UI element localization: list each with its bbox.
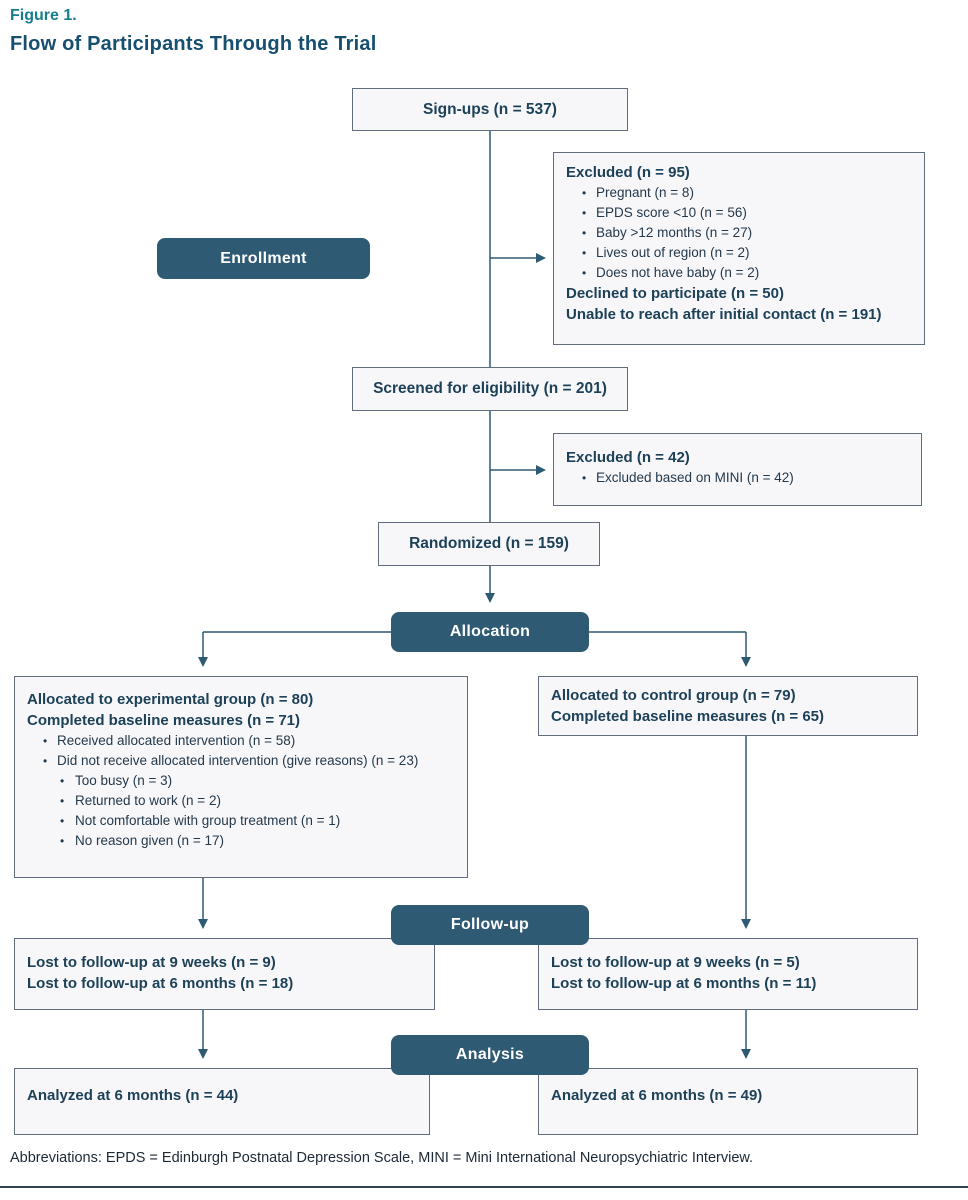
stage-enrollment-badge: Enrollment xyxy=(157,238,370,279)
reason-line: • Not comfortable with group treatment (n = 1) xyxy=(27,811,455,831)
lost-6months-line: Lost to follow-up at 6 months (n = 11) xyxy=(551,975,817,992)
allocation-experimental-box xyxy=(14,676,468,878)
excluded-42-box xyxy=(553,433,922,506)
excluded-95-reason: • Lives out of region (n = 2) xyxy=(566,243,912,263)
allocated-experimental-line: Allocated to experimental group (n = 80) xyxy=(27,691,314,708)
followup-experimental-box xyxy=(14,938,435,1010)
intervention-received-line: • Received allocated intervention (n = 58) xyxy=(27,731,455,751)
analyzed-line: Analyzed at 6 months (n = 44) xyxy=(27,1087,239,1104)
lost-6months-line: Lost to follow-up at 6 months (n = 18) xyxy=(27,975,294,992)
screened-box: Screened for eligibility (n = 201) xyxy=(352,367,628,411)
allocation-control-box xyxy=(538,676,918,736)
intervention-not-received-line: • Did not receive allocated intervention (give reasons) (n = 23) xyxy=(27,751,455,771)
excluded-95-box xyxy=(553,152,925,345)
randomized-box: Randomized (n = 159) xyxy=(378,522,600,566)
abbreviations-note: Abbreviations: EPDS = Edinburgh Postnatal Depression Scale, MINI = Mini International Neuropsychiatric Interview. xyxy=(10,1150,754,1166)
excluded-95-reason: • Baby >12 months (n = 27) xyxy=(566,223,912,243)
reason-line: • No reason given (n = 17) xyxy=(27,831,455,851)
baseline-control-line: Completed baseline measures (n = 65) xyxy=(551,708,825,725)
excluded-95-title: Excluded (n = 95) xyxy=(566,164,690,181)
baseline-experimental-line: Completed baseline measures (n = 71) xyxy=(27,712,301,729)
signups-box: Sign-ups (n = 537) xyxy=(352,88,628,131)
reason-line: • Returned to work (n = 2) xyxy=(27,791,455,811)
excluded-95-reason: • Pregnant (n = 8) xyxy=(566,183,912,203)
stage-analysis-badge: Analysis xyxy=(391,1035,589,1075)
stage-allocation-badge: Allocation xyxy=(391,612,589,652)
excluded-42-reason: • Excluded based on MINI (n = 42) xyxy=(566,468,909,488)
analysis-control-box xyxy=(538,1068,918,1135)
excluded-95-reason: • Does not have baby (n = 2) xyxy=(566,263,912,283)
allocated-control-line: Allocated to control group (n = 79) xyxy=(551,687,796,704)
stage-followup-badge: Follow-up xyxy=(391,905,589,945)
figure-title: Flow of Participants Through the Trial xyxy=(10,33,377,55)
excluded-95-reason: • EPDS score <10 (n = 56) xyxy=(566,203,912,223)
followup-control-box xyxy=(538,938,918,1010)
unreachable-line: Unable to reach after initial contact (n = 191) xyxy=(566,306,882,323)
excluded-42-title: Excluded (n = 42) xyxy=(566,449,690,466)
analysis-experimental-box xyxy=(14,1068,430,1135)
declined-line: Declined to participate (n = 50) xyxy=(566,285,784,302)
lost-9weeks-line: Lost to follow-up at 9 weeks (n = 9) xyxy=(27,954,276,971)
lost-9weeks-line: Lost to follow-up at 9 weeks (n = 5) xyxy=(551,954,800,971)
analyzed-line: Analyzed at 6 months (n = 49) xyxy=(551,1087,763,1104)
reason-line: • Too busy (n = 3) xyxy=(27,771,455,791)
figure-label: Figure 1. xyxy=(10,7,77,24)
